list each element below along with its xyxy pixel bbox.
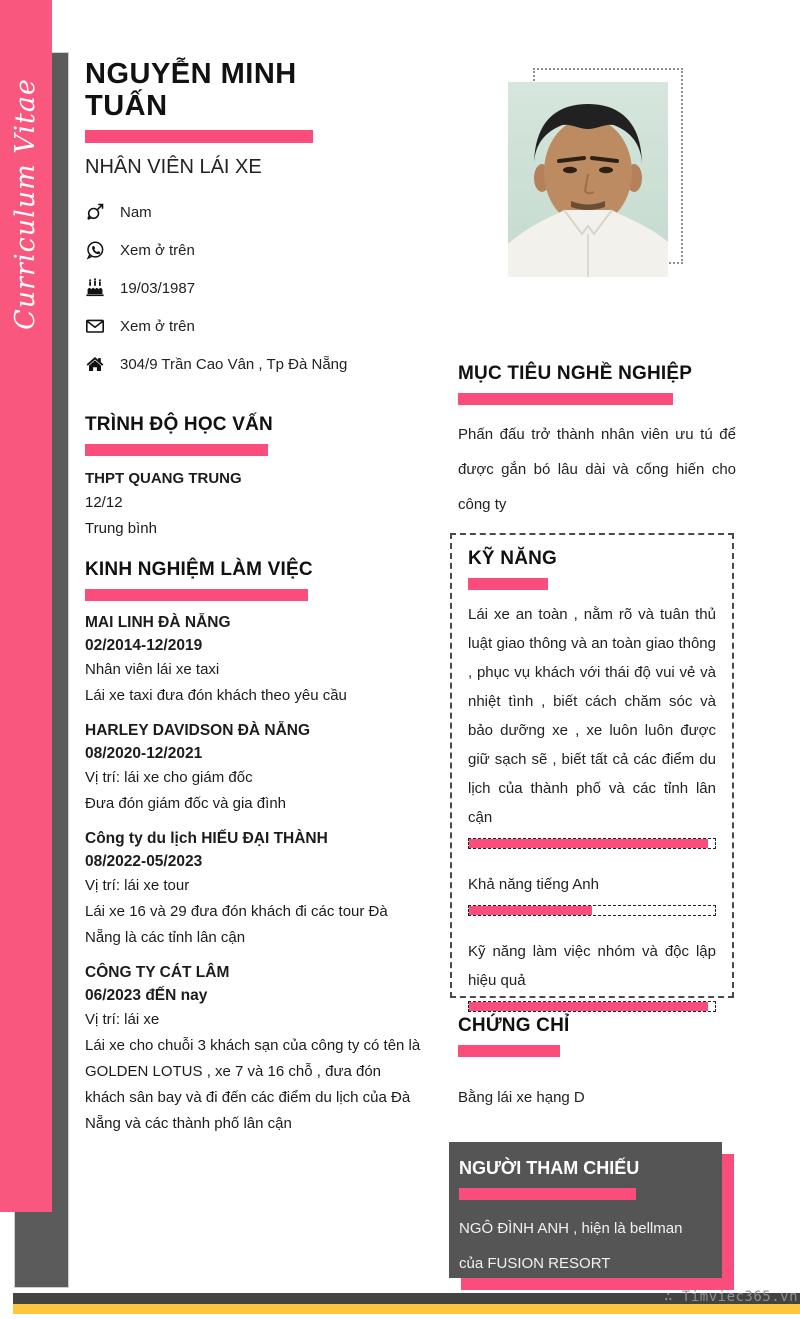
skill-text: Khả năng tiếng Anh [468,876,599,893]
references-section [449,1142,722,1278]
home-icon [85,352,107,383]
reference-text: NGÔ ĐÌNH ANH , hiện là bellman của FUSION RESORT [459,1220,683,1272]
birthday-icon [85,276,107,307]
job-company: MAI LINH ĐÀ NẴNG [85,613,231,631]
phone-value: Xem ở trên [120,241,195,259]
references-heading: NGƯỜI THAM CHIẾU [459,1158,640,1178]
job-period: 08/2022-05/2023 [85,852,203,870]
personal-info-row [85,314,421,345]
experience-heading: KINH NGHIỆM LÀM VIỆC [85,558,313,580]
personal-info-row [85,276,421,307]
skill-progress-track [468,1001,716,1012]
job-period: 02/2014-12/2019 [85,636,203,654]
skill-progress-fill [469,839,708,848]
skills-section [450,533,734,998]
job-description: Đưa đón giám đốc và gia đình [85,794,286,812]
objective-section [458,362,736,522]
email-icon [85,314,107,345]
section-accent-bar [85,589,308,601]
job-description: Lái xe cho chuỗi 3 khách sạn của công ty có tên là GOLDEN LOTUS , xe 7 và 16 chỗ , đưa đón khách sân bay và đi đến các điểm du lịch của Đà Nẵng và các thành phố lân cận [85,1036,421,1132]
certificates-section [458,1014,736,1111]
education-grade: 12/12 [85,493,123,511]
portrait-photo [508,82,668,277]
experience-section [85,558,421,1137]
candidate-name: NGUYỄN MINH TUẤN [85,58,297,123]
certificate-text: Bằng lái xe hạng D [458,1089,585,1106]
job-position: Vị trí: lái xe [85,1010,160,1028]
objective-heading: MỤC TIÊU NGHỀ NGHIỆP [458,363,693,384]
personal-info-row [85,200,421,231]
objective-text: Phấn đấu trở thành nhân viên ưu tú để được gắn bó lâu dài và cống hiến cho công ty [458,426,736,513]
left-column [85,58,421,1137]
skill-progress-fill [469,906,592,915]
section-accent-bar [458,393,673,405]
certificates-heading: CHỨNG CHỈ [458,1015,570,1036]
skill-progress-track [468,838,716,849]
job-period: 06/2023 đẾN nay [85,986,208,1004]
personal-info-list [85,200,421,383]
address-value: 304/9 Trần Cao Vân , Tp Đà Nẵng [120,355,348,373]
education-section [85,413,421,542]
personal-info-row [85,238,421,269]
personal-info-row [85,352,421,383]
job-entry [85,719,421,817]
job-company: HARLEY DAVIDSON ĐÀ NẴNG [85,721,311,739]
section-accent-bar [468,578,548,590]
job-company: CÔNG TY CÁT LÂM [85,963,230,981]
education-rank: Trung bình [85,519,157,537]
section-accent-bar [85,444,268,456]
skill-text: Kỹ năng làm việc nhóm và độc lập hiệu quả [468,943,716,989]
section-accent-bar [458,1045,560,1057]
job-position: Nhân viên lái xe taxi [85,660,220,678]
phone-icon [85,238,107,269]
job-period: 08/2020-12/2021 [85,744,203,762]
gender-value: Nam [120,203,152,221]
job-position: Vị trí: lái xe tour [85,876,190,894]
email-value: Xem ở trên [120,317,195,335]
job-title: NHÂN VIÊN LÁI XE [85,155,262,178]
job-position: Vị trí: lái xe cho giám đốc [85,768,253,786]
education-heading: TRÌNH ĐỘ HỌC VẤN [85,413,273,435]
job-entry [85,611,421,709]
job-company: Công ty du lịch HIẾU ĐẠI THÀNH [85,829,328,847]
job-description: Lái xe taxi đưa đón khách theo yêu cầu [85,686,347,704]
skills-heading: KỸ NĂNG [468,548,558,569]
footer-yellow-bar [13,1304,800,1314]
skill-progress-track [468,905,716,916]
job-entry [85,961,421,1137]
name-underline-bar [85,130,313,143]
job-description: Lái xe 16 và 29 đưa đón khách đi các tour Đà Nẵng là các tỉnh lân cận [85,902,388,946]
section-accent-bar [459,1188,636,1200]
birthday-value: 19/03/1987 [120,279,196,297]
curriculum-vitae-vertical-label: Curriculum Vitae [10,78,41,330]
watermark-text: ∴ Timviec365.vn [664,1289,798,1305]
gender-icon [85,200,107,231]
job-entry [85,827,421,951]
skill-text: Lái xe an toàn , nằm rõ và tuân thủ luật giao thông và an toàn giao thông , phục vụ khách với thái độ vui vẻ và nhiệt tình , biết cách chăm sóc và bảo dưỡng xe , xe luôn luôn được giữ sạch sẽ , biết tất cả các điểm du lịch của thành phố và các tỉnh lân cận [468,606,716,826]
skill-progress-fill [469,1002,708,1011]
education-school: THPT QUANG TRUNG [85,469,242,487]
